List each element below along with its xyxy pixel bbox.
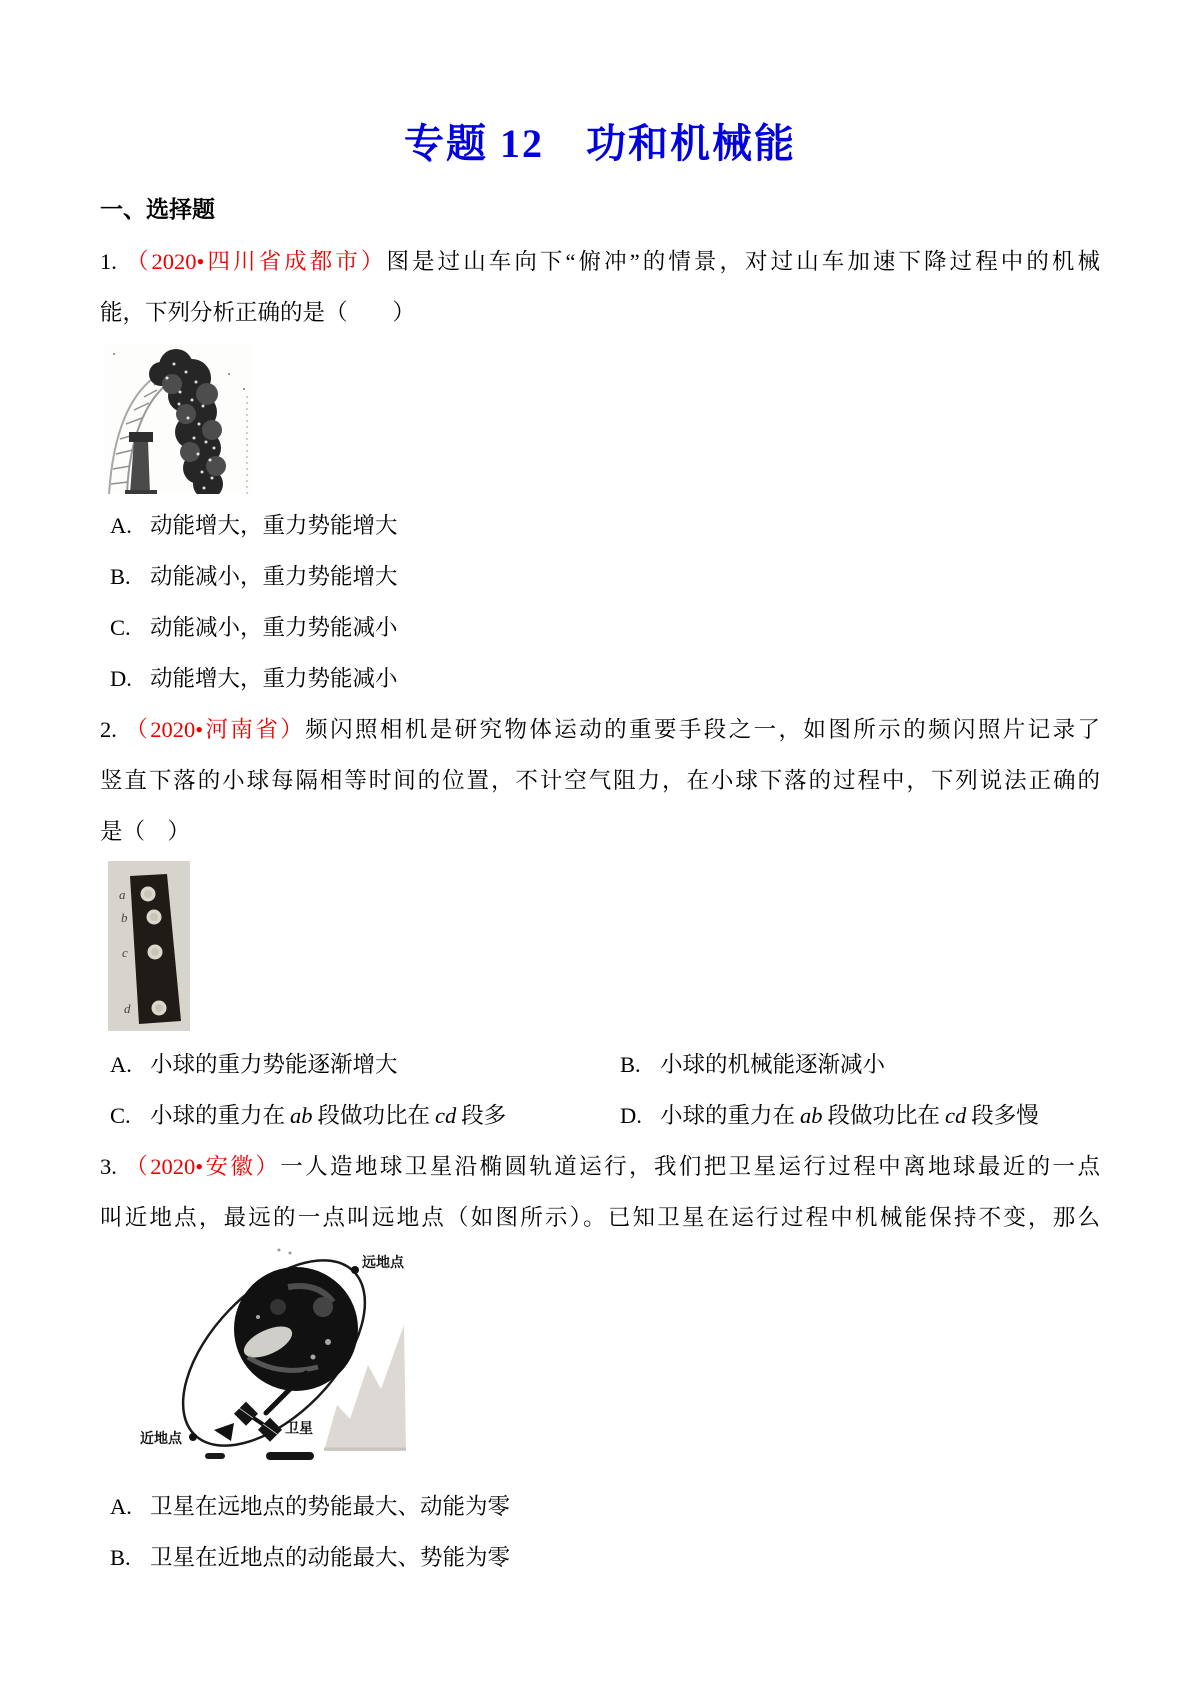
- option-b: [100, 551, 1100, 602]
- stem-line: [100, 806, 1100, 857]
- option-label: A.: [110, 513, 132, 538]
- option-label: C.: [110, 615, 131, 640]
- stem-text: 是（ ）: [100, 819, 191, 844]
- option-b: [610, 1039, 1100, 1090]
- section-heading: 一、选择题: [100, 197, 215, 222]
- segment-ab: ab: [800, 1103, 823, 1128]
- segment-ab: ab: [290, 1103, 313, 1128]
- option-label: B.: [620, 1052, 641, 1077]
- option-text: 卫星在近地点的动能最大、势能为零: [150, 1545, 511, 1570]
- question-2: [100, 704, 1100, 1141]
- option-c: [100, 1090, 610, 1141]
- option-c: [100, 602, 1100, 653]
- question-3-stem: [100, 1141, 1100, 1243]
- stem-line: [100, 236, 1100, 287]
- option-text: 卫星在远地点的势能最大、动能为零: [150, 1494, 511, 1519]
- strobe-photo: [108, 861, 1100, 1037]
- option-text: 小球的机械能逐渐减小: [660, 1052, 886, 1077]
- question-3: [100, 1141, 1100, 1583]
- options-row: [100, 1090, 1100, 1141]
- option-text: 小球的重力势能逐渐增大: [150, 1052, 398, 1077]
- stem-line: [100, 755, 1100, 806]
- option-label: C.: [110, 1103, 131, 1128]
- option-text: 小球的重力在 ab 段做功比在 cd 段多慢: [660, 1103, 1039, 1128]
- option-label: A.: [110, 1494, 132, 1519]
- citation: （2020•河南省）: [122, 717, 306, 742]
- option-a: [100, 1039, 610, 1090]
- stem-text: 频闪照相机是研究物体运动的重要手段之一，如图所示的频闪照片记录了: [305, 717, 1100, 742]
- page-title: 专题 12 功和机械能: [404, 121, 796, 166]
- option-d: [610, 1090, 1100, 1141]
- perigee-label: 近地点: [140, 1432, 182, 1447]
- ball-label-b: b: [121, 910, 128, 925]
- option-label: B.: [110, 1545, 131, 1570]
- options-row: [100, 1039, 1100, 1090]
- stem-text: 叫近地点，最远的一点叫远地点（如图所示）。已知卫星在运行过程中机械能保持不变，那么: [100, 1205, 1100, 1230]
- question-1-stem: [100, 236, 1100, 338]
- segment-cd: cd: [435, 1103, 457, 1128]
- ball-label-d: d: [124, 1001, 131, 1016]
- question-number: 1.: [100, 249, 117, 274]
- roller-coaster-illustration: [104, 344, 252, 494]
- stem-text: 图是过山车向下“俯冲”的情景，对过山车加速下降过程中的机械: [386, 249, 1100, 274]
- option-label: D.: [620, 1103, 642, 1128]
- option-a: [100, 500, 1100, 551]
- option-label: D.: [110, 666, 132, 691]
- option-d: [100, 653, 1100, 704]
- stem-text: 能，下列分析正确的是（ ）: [100, 300, 416, 325]
- option-label: B.: [110, 564, 131, 589]
- option-text: 动能增大，重力势能增大: [150, 513, 398, 538]
- citation: （2020•安徽）: [122, 1154, 281, 1179]
- segment-cd: cd: [945, 1103, 967, 1128]
- option-text: 动能减小，重力势能增大: [150, 564, 398, 589]
- stem-text: 一人造地球卫星沿椭圆轨道运行，我们把卫星运行过程中离地球最近的一点: [280, 1154, 1100, 1179]
- option-b: [100, 1532, 1100, 1583]
- satellite-orbit-illustration: [138, 1247, 478, 1475]
- roller-coaster-photo: [104, 344, 1100, 500]
- satellite-label: 卫星: [285, 1422, 313, 1437]
- option-text: 动能增大，重力势能减小: [150, 666, 398, 691]
- option-label: A.: [110, 1052, 132, 1077]
- question-3-options: [100, 1481, 1100, 1583]
- option-text: 小球的重力在 ab 段做功比在 cd 段多: [150, 1103, 507, 1128]
- option-text: 动能减小，重力势能减小: [150, 615, 398, 640]
- stem-line: [100, 287, 1100, 338]
- question-1: [100, 236, 1100, 704]
- stem-line: [100, 704, 1100, 755]
- question-1-options: [100, 500, 1100, 704]
- satellite-orbit-figure: [138, 1247, 1100, 1481]
- citation: （2020•四川省成都市）: [122, 249, 387, 274]
- ball-label-a: a: [119, 887, 126, 902]
- question-number: 3.: [100, 1154, 117, 1179]
- question-2-stem: [100, 704, 1100, 857]
- stem-line: [100, 1192, 1100, 1243]
- question-number: 2.: [100, 717, 117, 742]
- stem-text: 竖直下落的小球每隔相等时间的位置，不计空气阻力，在小球下落的过程中，下列说法正确的: [100, 768, 1100, 793]
- question-2-options: [100, 1039, 1100, 1141]
- apogee-label: 远地点: [362, 1256, 404, 1271]
- ball-label-c: c: [122, 945, 128, 960]
- option-a: [100, 1481, 1100, 1532]
- stem-line: [100, 1141, 1100, 1192]
- falling-ball-strobe-illustration: [108, 861, 190, 1031]
